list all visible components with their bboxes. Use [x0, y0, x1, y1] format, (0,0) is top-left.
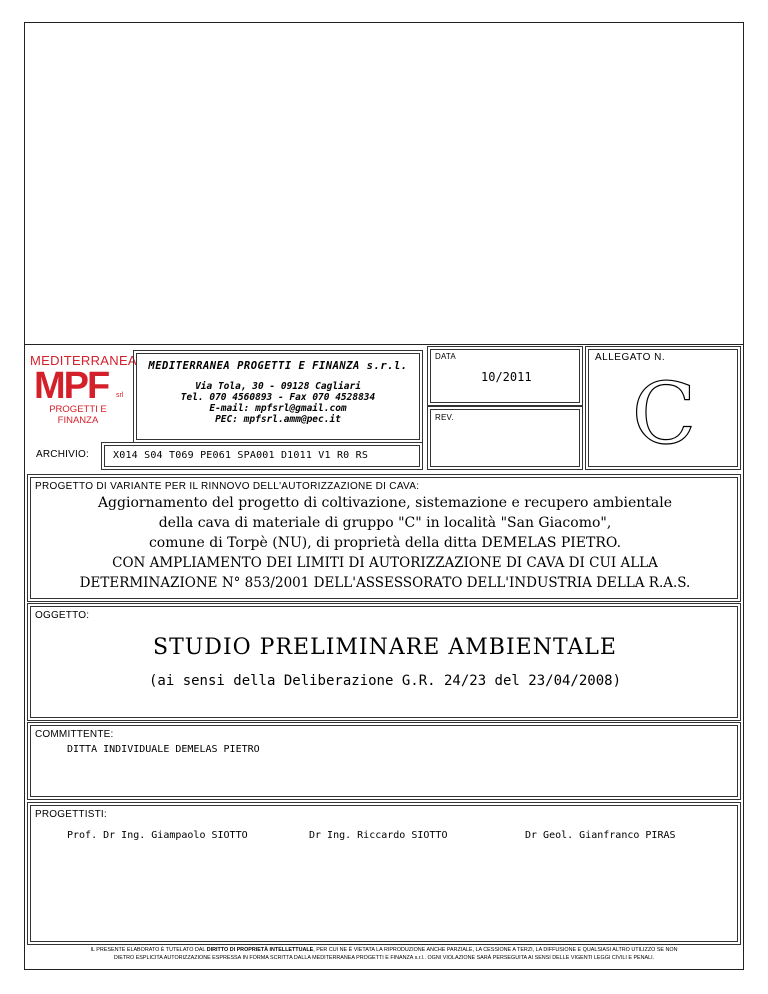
progetto-line-2: della cava di materiale di gruppo "C" in località "San Giacomo", — [158, 515, 612, 531]
committente-section — [30, 725, 738, 797]
committente-label: COMMITTENTE: — [35, 729, 114, 740]
oggetto-section — [30, 606, 738, 718]
company-name: MEDITERRANEA PROGETTI E FINANZA s.r.l. — [148, 360, 408, 372]
progetto-label: PROGETTO DI VARIANTE PER IL RINNOVO DELL'AUTORIZZAZIONE DI CAVA: — [35, 481, 420, 492]
allegato-value: C — [631, 365, 697, 463]
footer-line-1 — [24, 946, 744, 954]
progettista-2: Dr Ing. Riccardo SIOTTO — [309, 830, 448, 841]
archivio-label: ARCHIVIO: — [36, 449, 89, 460]
oggetto-label: OGGETTO: — [35, 610, 90, 621]
company-phone: Tel. 070 4560893 - Fax 070 4528834 — [180, 392, 376, 403]
footer-disclaimer — [24, 946, 744, 962]
logo-top-text: MEDITERRANEA — [30, 353, 137, 368]
data-label: DATA — [435, 352, 456, 361]
footer-line-1a: IL PRESENTE ELABORATO È TUTELATO DAL — [90, 947, 207, 953]
allegato-box — [588, 349, 738, 467]
data-value: 10/2011 — [481, 370, 532, 384]
progetto-line-1: Aggiornamento del progetto di coltivazione, sistemazione e recupero ambientale — [97, 495, 673, 511]
title-block-top-rule — [24, 344, 744, 345]
oggetto-subtitle: (ai sensi della Deliberazione G.R. 24/23 del 23/04/2008) — [148, 673, 621, 689]
progettista-3: Dr Geol. Gianfranco PIRAS — [525, 830, 676, 841]
company-box — [136, 353, 420, 440]
footer-ip-right: DIRITTO DI PROPRIETÀ INTELLETTUALE — [206, 947, 314, 953]
archivio-box — [104, 445, 420, 467]
company-email: E-mail: mpfsrl@gmail.com — [209, 403, 347, 414]
footer-line-2: DIETRO ESPLICITA AUTORIZZAZIONE ESPRESSA IN FORMA SCRITTA DALLA MEDITERRANEA PROGETTI E FINANZA s.r.l.. OGNI VIOLAZIONE SARÀ PERSEGUITA AI SENSI DELLE VIGENTI LEGGI CIVILI E PENALI. — [113, 955, 655, 961]
rev-label: REV. — [435, 413, 454, 422]
progetto-line-4: CON AMPLIAMENTO DEI LIMITI DI AUTORIZZAZIONE DI CAVA DI CUI ALLA — [112, 555, 658, 571]
rev-box — [430, 409, 580, 467]
progettista-1: Prof. Dr Ing. Giampaolo SIOTTO — [67, 830, 248, 841]
company-pec: PEC: mpfsrl.amm@pec.it — [215, 414, 341, 425]
logo-bottom-text: PROGETTI E FINANZA — [49, 404, 107, 426]
committente-value: DITTA INDIVIDUALE DEMELAS PIETRO — [67, 744, 260, 755]
company-logo — [30, 353, 137, 426]
archivio-value: X014 S04 T069 PE061 SPA001 D1011 V1 R0 RS — [113, 450, 369, 461]
progetto-line-3: comune di Torpè (NU), di proprietà della ditta DEMELAS PIETRO. — [148, 535, 622, 551]
progettisti-label: PROGETTISTI: — [35, 809, 107, 820]
data-box — [430, 349, 580, 403]
progetto-section — [30, 477, 738, 599]
company-address: Via Tola, 30 - 09128 Cagliari — [195, 381, 361, 392]
logo-mark: MPF — [34, 365, 109, 407]
logo-srl: srl — [116, 392, 124, 399]
footer-line-1c: , PER CUI NE È VIETATA LA RIPRODUZIONE ANCHE PARZIALE, LA CESSIONE A TERZI, LA DIFFUSIONE E QUALSIASI ALTRO UTILIZZO SE NON — [313, 947, 678, 953]
progetto-line-5: DETERMINAZIONE N° 853/2001 DELL'ASSESSORATO DELL'INDUSTRIA DELLA R.A.S. — [79, 575, 691, 591]
allegato-label: ALLEGATO N. — [595, 352, 666, 363]
logo-mark-wrap — [30, 365, 126, 407]
progettisti-section — [30, 805, 738, 942]
oggetto-title: STUDIO PRELIMINARE AMBIENTALE — [153, 635, 617, 660]
